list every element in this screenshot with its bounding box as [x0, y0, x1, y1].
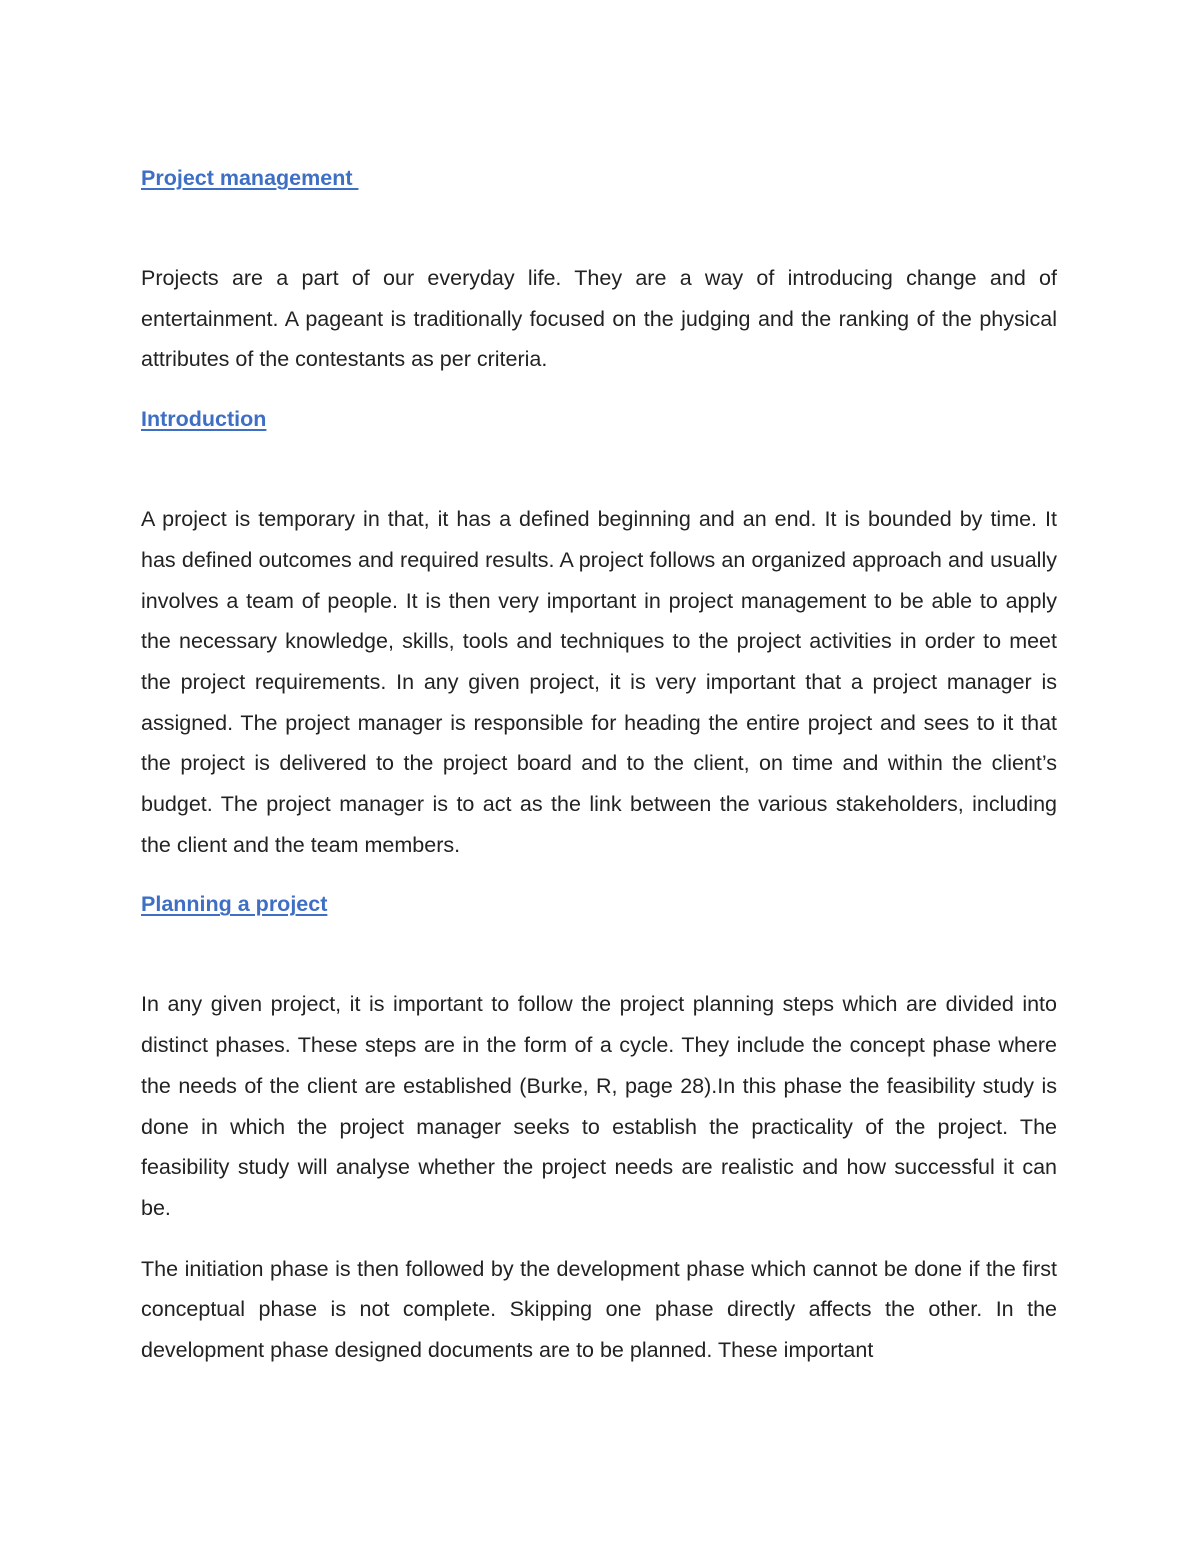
- section-introduction: [141, 399, 1057, 439]
- section-project-management: [141, 158, 1057, 198]
- heading-planning-a-project[interactable]: Planning a project: [141, 892, 328, 917]
- paragraph-planning-steps: In any given project, it is important to follow the project planning steps which are divided into distinct phases. These steps are in the form of a cycle. They include the concept phase where the needs of the client are established (Burke, R, page 28).In this phase the feasibility study is done in which the project manager seeks to establish the practicality of the project. The feasibility study will analyse whether the project needs are realistic and how successful it can be.: [141, 992, 1057, 1220]
- section-planning-a-project: [141, 884, 1057, 924]
- heading-project-management[interactable]: Project management: [141, 166, 359, 190]
- paragraph-project-temporary: A project is temporary in that, it has a defined beginning and an end. It is bounded by time. It has defined outcomes and required results. A project follows an organized approach and usually involves a team of people. It is then very important in project management to be able to apply the necessary knowledge, skills, tools and techniques to the project activities in order to meet the project requirements. In any given project, it is very important that a project manager is assigned. The project manager is responsible for heading the entire project and sees to it that the project is delivered to the project board and to the client, on time and within the client’s budget. The project manager is to act as the link between the various stakeholders, including the client and the team members.: [141, 507, 1057, 857]
- paragraph-initiation-phase: The initiation phase is then followed by the development phase which cannot be done if the first conceptual phase is not complete. Skipping one phase directly affects the other. In the development phase designed documents are to be planned. These important: [141, 1256, 1057, 1363]
- heading-introduction[interactable]: Introduction: [141, 407, 267, 432]
- document-page: [141, 148, 1057, 1371]
- paragraph-projects-everyday-life: Projects are a part of our everyday life. They are a way of introducing change and of entertainment. A pageant is traditionally focused on the judging and the ranking of the physical attributes of the contestants as per criteria.: [141, 266, 1057, 372]
